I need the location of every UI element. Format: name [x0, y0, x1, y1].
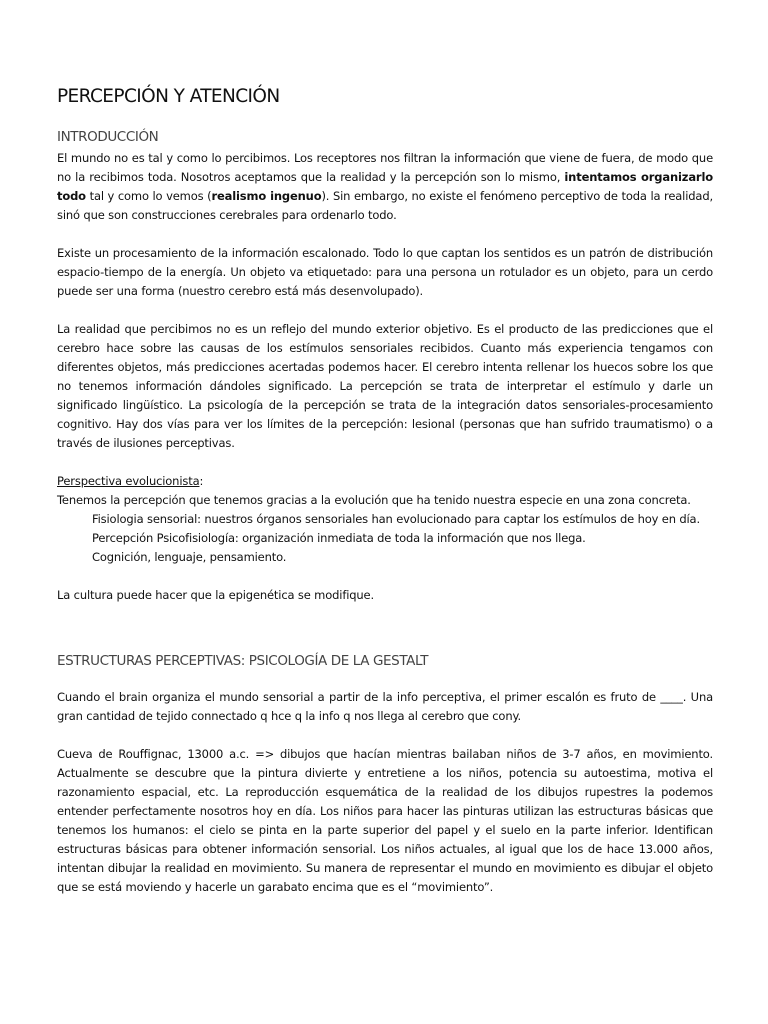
intro-paragraph-3: La realidad que percibimos no es un reflejo del mundo exterior objetivo. Es el producto de las predicciones que el cerebro hace sobre las causas de los estímulos sensoriales recibidos. Cuanto más experiencia tengamos con diferentes objetos, más predicciones acertadas podemos hacer. El cerebro intenta rellenar los huecos sobre los que no tenemos información dándoles significado. La percepción se trata de interpretar el estímulo y darle un significado lingüístico. La psicología de la percepción se trata de la integración datos sensoriales-procesamiento cognitivo. Hay dos vías para ver los límites de la percepción: lesional (personas que han sufrido traumatismo) o a través de ilusiones perceptivas.: [57, 322, 713, 450]
document-title: PERCEPCIÓN Y ATENCIÓN: [57, 86, 280, 107]
perspective-line: Tenemos la percepción que tenemos gracias a la evolución que ha tenido nuestra especie en una zona concreta.: [57, 493, 691, 507]
gestalt-paragraph-1: Cuando el brain organiza el mundo sensorial a partir de la info perceptiva, el primer escalón es fruto de ____. Una gran cantidad de tejido connectado q hce q la info q nos llega al cerebro que cony.: [57, 690, 713, 723]
intro-p1-text-a: El mundo no es tal y como lo percibimos. Los receptores nos filtran la información que viene de fuera, de modo que no la recibimos toda. Nosotros aceptamos que la realidad y la percepción son lo mismo,: [57, 151, 713, 184]
section-heading-gestalt: ESTRUCTURAS PERCEPTIVAS: PSICOLOGÍA DE LA GESTALT: [57, 653, 429, 669]
document-page: [57, 86, 713, 897]
intro-paragraph-1: [57, 149, 713, 225]
perspective-label: Perspectiva evolucionista: [57, 474, 200, 488]
list-item: Fisiologia sensorial: nuestros órganos sensoriales han evolucionado para captar los estímulos de hoy en día.: [92, 512, 700, 526]
perspective-heading: [57, 472, 713, 491]
intro-p1-text-d: ). Sin embargo, no existe el fenómeno perceptivo de toda la realidad, sinó que son construcciones cerebrales para ordenarlo todo.: [57, 189, 713, 222]
gestalt-paragraph-2: Cueva de Rouffignac, 13000 a.c. => dibujos que hacían mientras bailaban niños de 3-7 años, en movimiento. Actualmente se descubre que la pintura divierte y entretiene a los niños, potencia su autoestima, motiva el razonamiento espacial, etc. La reproducción esquemática de la realidad de los dibujos rupestres la podemos entender perfectamente nosotros hoy en día. Los niños para hacer las pinturas utilizan las estructuras básicas que tenemos los humanos: el cielo se pinta en la parte superior del papel y el suelo en la parte inferior. Identifican estructuras básicas para obtener información sensorial. Los niños actuales, al igual que los de hace 13.000 años, intentan dibujar la realidad en movimiento. Su manera de representar el mundo en movimiento es dibujar el objeto que se está moviendo y hacerle un garabato encima que es el “movimiento”.: [57, 747, 713, 894]
intro-p1-bold-b: realismo ingenuo: [211, 189, 322, 203]
intro-p1-text-c: tal y como lo vemos (: [89, 189, 212, 203]
intro-p1-bold-a: intentamos organizarlo todo: [57, 170, 713, 203]
section-heading-introduccion: INTRODUCCIÓN: [57, 129, 159, 145]
intro-paragraph-2: Existe un procesamiento de la información escalonado. Todo lo que captan los sentidos es un patrón de distribución espacio-tiempo de la energía. Un objeto va etiquetado: para una persona un rotulador es un objeto, para un cerdo puede ser una forma (nuestro cerebro está más desenvolupado).: [57, 246, 713, 298]
list-item: Percepción Psicofisiología: organización inmediata de toda la información que nos llega.: [92, 531, 586, 545]
culture-paragraph: La cultura puede hacer que la epigenética se modifique.: [57, 588, 374, 602]
list-item: Cognición, lenguaje, pensamiento.: [92, 550, 287, 564]
perspective-colon: :: [199, 474, 204, 488]
